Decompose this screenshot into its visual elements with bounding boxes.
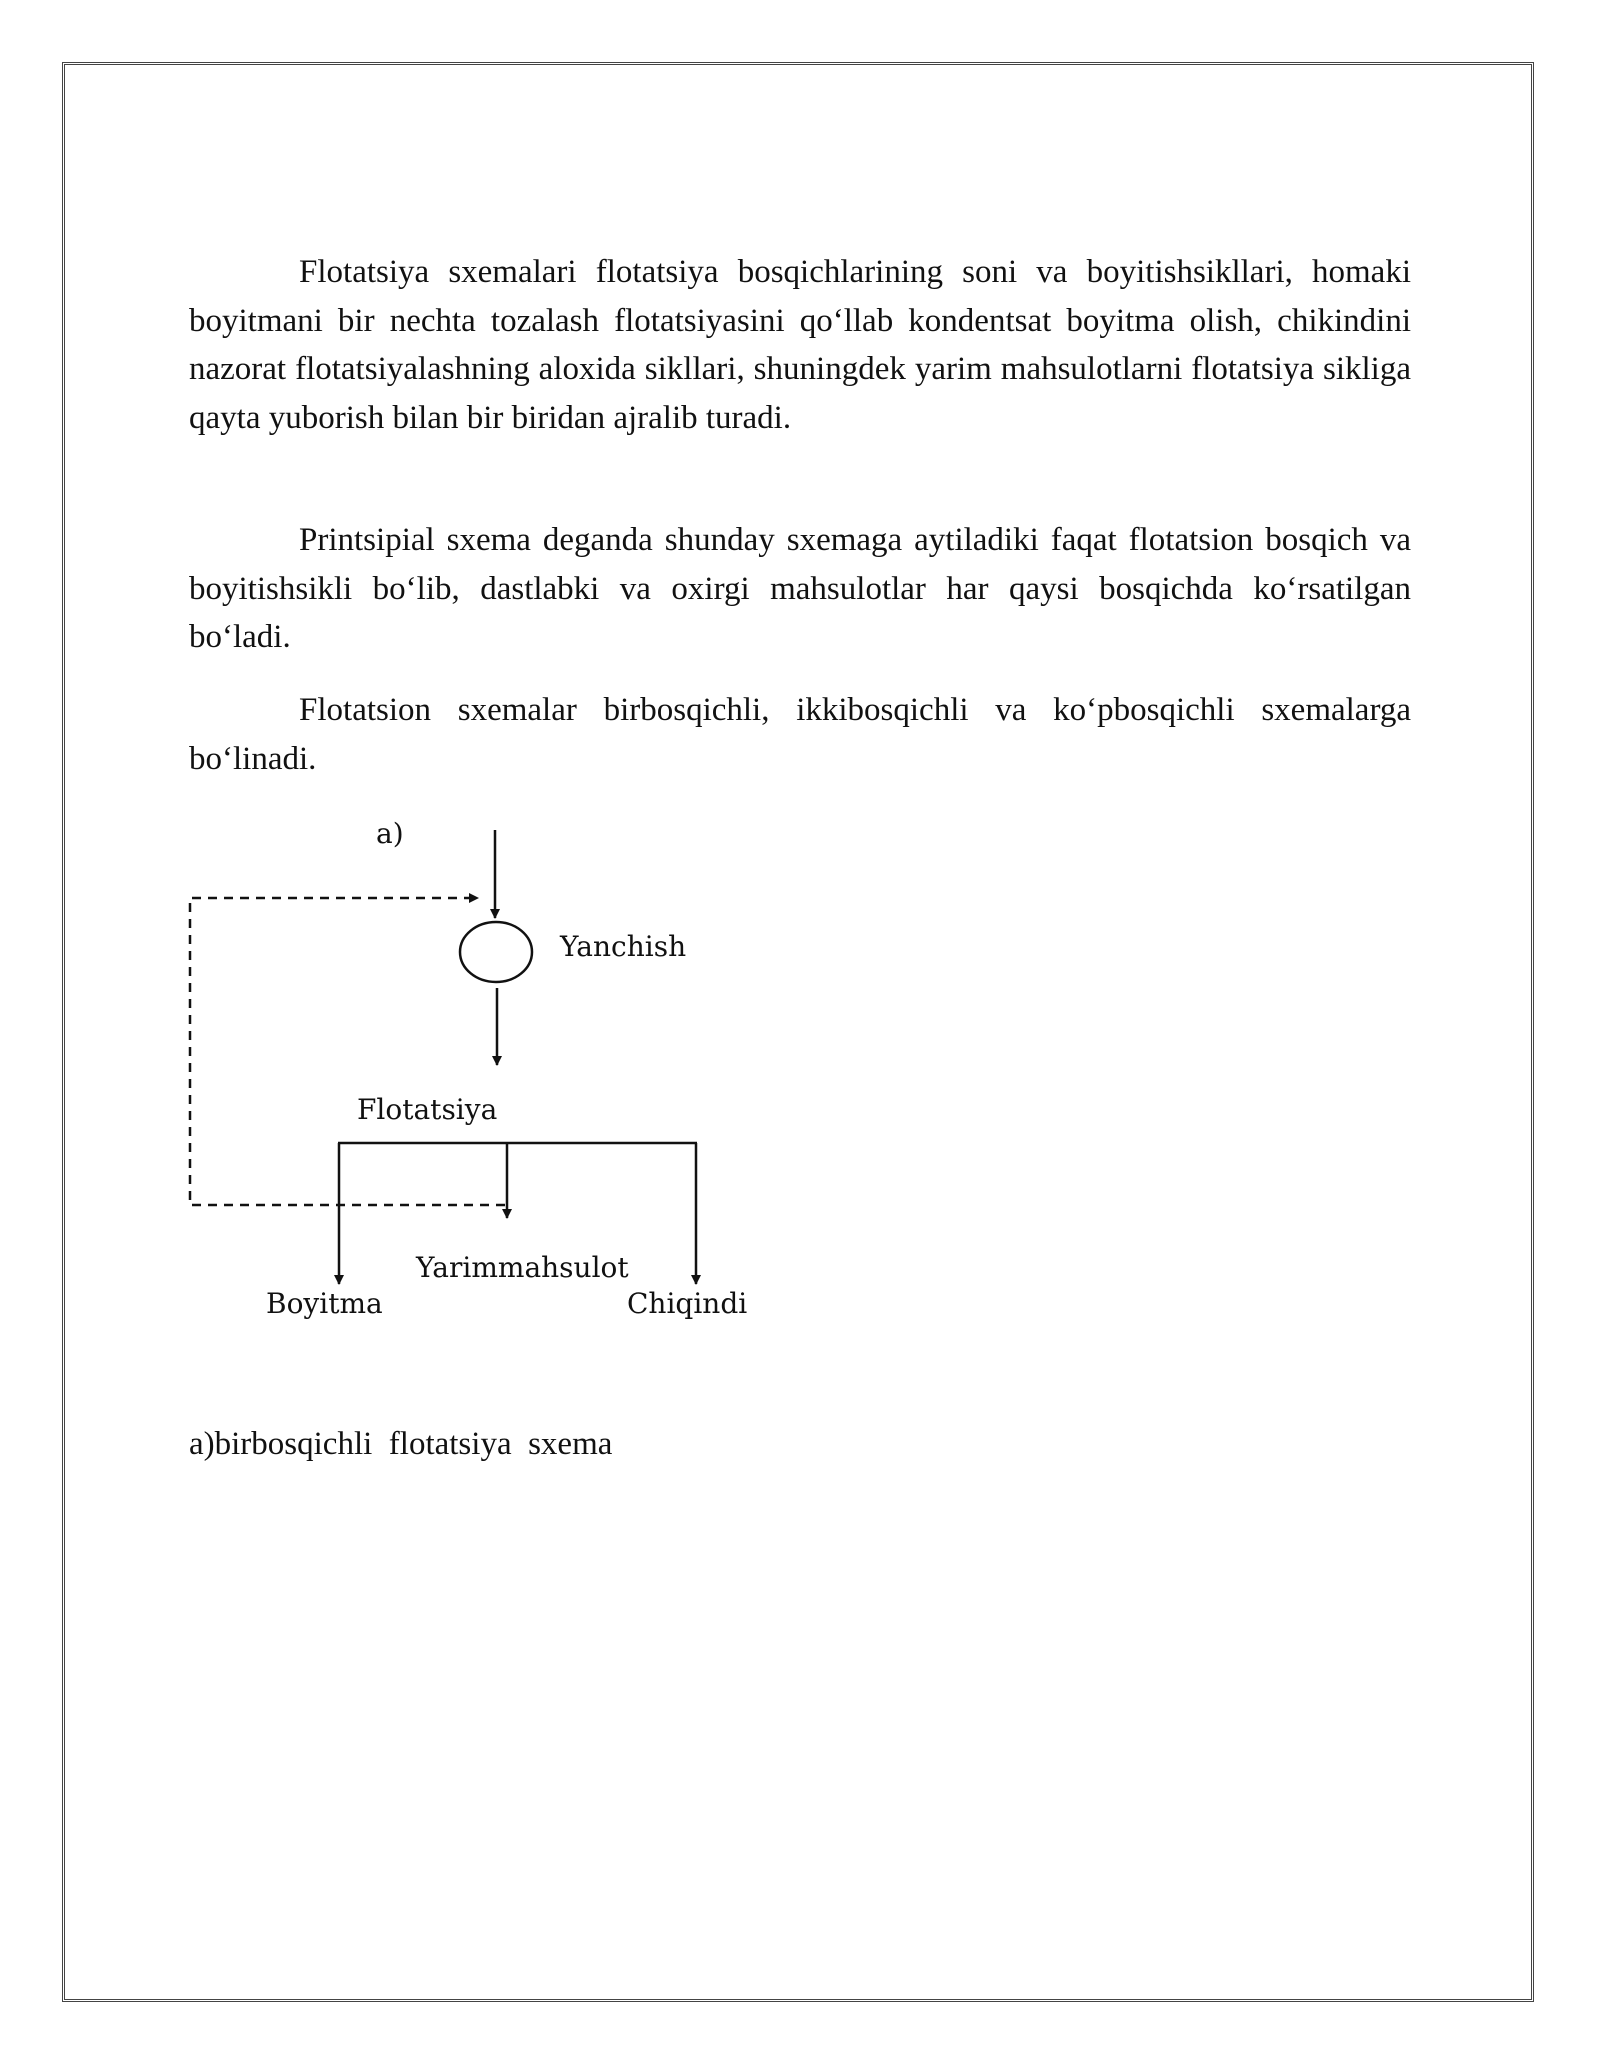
tailings-label: Chiqindi — [627, 1287, 748, 1320]
middling-recycle-dashed-line — [190, 898, 505, 1205]
middling-label: Yarimmahsulot — [416, 1251, 629, 1284]
concentrate-label: Boyitma — [266, 1287, 383, 1320]
diagram-label: a) — [376, 817, 404, 850]
diagram-caption: a)birbosqichli flotatsiya sxema — [189, 1426, 613, 1462]
paragraph-scheme-types: Flotatsion sxemalar birbosqichli, ikkibosqichli va ko‘pbosqichli sxemalarga bo‘linadi. — [189, 692, 1411, 777]
grinding-node — [460, 922, 532, 982]
paragraph-flotation-schemes: Flotatsiya sxemalari flotatsiya bosqichlarining soni va boyitishsikllari, homaki boyitmani bir nechta tozalash flotatsiyasini qo‘llab kondentsat boyitma olish, chikindini nazorat flotatsiyalashning aloxida sikllari, shuningdek yarim mahsulotlarni flotatsiya sikliga qayta yuborish bilan bir biridan ajralib turadi. — [189, 254, 1411, 436]
grinding-label: Yanchish — [560, 930, 687, 963]
flotation-label: Flotatsiya — [357, 1093, 498, 1126]
paragraph-principal-scheme: Printsipial sxema deganda shunday sxemaga aytiladiki faqat flotatsion bosqich va boyitishsikli bo‘lib, dastlabki va oxirgi mahsulotlar har qaysi bosqichda ko‘rsatilgan bo‘ladi. — [189, 522, 1411, 655]
